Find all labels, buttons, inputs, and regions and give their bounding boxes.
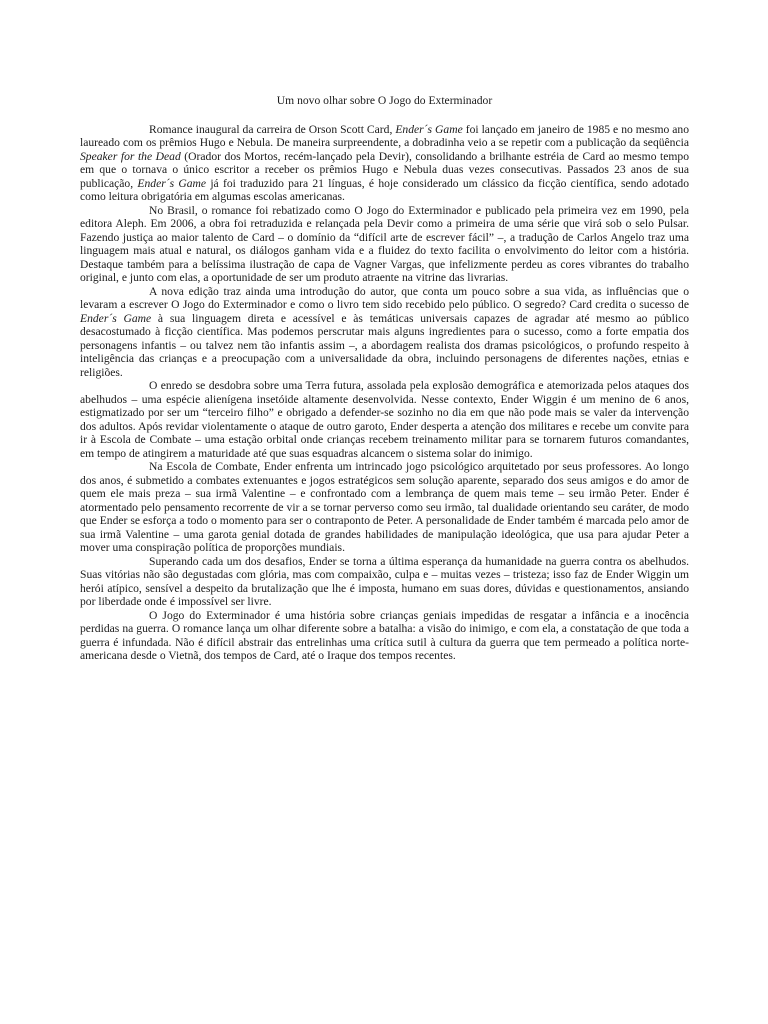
paragraph-text: à sua linguagem direta e acessível e às temáticas universais capazes de agradar até mesmo ao público desacostumado à ficção científica. Mas podemos perscrutar mais alguns ingredientes para o sucesso, como a forte empatia dos personagens infantis – ou talvez nem tão infantis assim –, a abordagem realista dos dramas psicológicos, o profundo respeito à inteligência das crianças e a preocupação com a universalidade da obra, incluindo personagens de diferentes nações, etnias e religiões. <box>80 311 689 379</box>
document-title: Um novo olhar sobre O Jogo do Exterminador <box>276 94 493 107</box>
italic-title-text: Ender´s Game <box>80 311 152 325</box>
document-body <box>80 123 689 663</box>
paragraph-text: O Jogo do Exterminador é uma história sobre crianças geniais impedidas de resgatar a infância e a inocência perdidas na guerra. O romance lança um olhar diferente sobre a batalha: a visão do inimigo, e com ela, a constatação de que toda a guerra é infundada. Não é difícil abstrair das entrelinhas uma crítica sutil à cultura da guerra que tem permeado a política norte-americana desde o Vietnã, dos tempos de Card, até o Iraque dos tempos recentes. <box>80 608 689 662</box>
body-paragraph <box>80 555 689 609</box>
italic-title-text: Speaker for the Dead <box>80 149 181 163</box>
body-paragraph <box>80 204 689 285</box>
italic-title-text: Ender´s Game <box>395 122 463 136</box>
document-page <box>80 94 689 663</box>
paragraph-text: foi lançado em janeiro de 1985 e no mesmo ano laureado com os prêmios Hugo e Nebula. De maneira surpreendente, a dobradinha veio a se repetir com a publicação da seqüência <box>80 122 689 149</box>
paragraph-text: já foi traduzido para 21 línguas, é hoje considerado um clássico da ficção científica, sendo adotado como leitura obrigatória em algumas escolas americanas. <box>80 176 689 203</box>
body-paragraph <box>80 460 689 555</box>
paragraph-text: No Brasil, o romance foi rebatizado como O Jogo do Exterminador e publicado pela primeira vez em 1990, pela editora Aleph. Em 2006, a obra foi retraduzida e relançada pela Devir como a primeira de uma série que virá sob o selo Pulsar. Fazendo justiça ao maior talento de Card – o domínio da “difícil arte de escrever fácil” –, a tradução de Carlos Angelo traz uma linguagem mais atual e natural, os diálogos ganham vida e a fluidez do texto facilita o envolvimento do leitor com a história. Destaque também para a belíssima ilustração de capa de Vagner Vargas, que infelizmente perdeu as cores vibrantes do trabalho original, e junto com elas, a oportunidade de ser um produto atraente na vitrine das livrarias. <box>80 203 689 284</box>
paragraph-text: Romance inaugural da carreira de Orson Scott Card, <box>149 122 396 136</box>
paragraph-text: Superando cada um dos desafios, Ender se torna a última esperança da humanidade na guerra contra os abelhudos. Suas vitórias não são degustadas com glória, mas com compaixão, culpa e – muitas vezes – tristeza; isso faz de Ender Wiggin um herói atípico, sensível a despeito da brutalização que lhe é imposta, humano em suas dores, dúvidas e questionamentos, ansiando por liberdade onde é impossível ser livre. <box>80 554 689 608</box>
paragraph-text: Na Escola de Combate, Ender enfrenta um intrincado jogo psicológico arquitetado por seus professores. Ao longo dos anos, é submetido a combates extenuantes e jogos estratégicos sem solução aparente, separado dos seus amigos e do amor de quem ele mais preza – sua irmã Valentine – e confrontado com a lembrança de quem mais teme – seu irmão Peter. Ender é atormentado pelo pensamento recorrente de vir a se tornar perverso como seu irmão, tal dualidade orientando seu caráter, de modo que Ender se esforça a todo o momento para ser o contraponto de Peter. A personalidade de Ender também é marcada pelo amor de sua irmã Valentine – uma garota genial dotada de grandes habilidades de manipulação ideológica, que usa para ajudar Peter a mover uma conspiração política de proporções mundiais. <box>80 460 689 554</box>
italic-title-text: Ender´s Game <box>137 176 207 190</box>
body-paragraph <box>80 609 689 663</box>
body-paragraph <box>80 123 689 204</box>
paragraph-text: (Orador dos Mortos, recém-lançado pela Devir), consolidando a brilhante estréia de Card ao mesmo tempo em que o tornava o único escritor a receber os prêmios Hugo e Nebula duas vezes consecutivas. Passados 23 anos de sua publicação, <box>80 149 690 190</box>
paragraph-text: O enredo se desdobra sobre uma Terra futura, assolada pela explosão demográfica e atemorizada pelos ataques dos abelhudos – uma espécie alienígena insetóide altamente desenvolvida. Nesse contexto, Ender Wiggin é um menino de 6 anos, estigmatizado por ser um “terceiro filho” e obrigado a defender-se sozinho no dia em que não pode mais se valer da intervenção dos adultos. Após revidar violentamente o ataque de outro garoto, Ender desperta a atenção dos militares e recebe um convite para ir à Escola de Combate – uma estação orbital onde crianças recebem treinamento militar para se tornarem futuros comandantes, em tempo de atingirem a maturidade até que suas esquadras alcancem o sistema solar do inimigo. <box>80 379 689 460</box>
paragraph-text: A nova edição traz ainda uma introdução do autor, que conta um pouco sobre a sua vida, as influências que o levaram a escrever O Jogo do Exterminador e como o livro tem sido recebido pelo público. O segredo? Card credita o sucesso de <box>80 284 689 311</box>
body-paragraph <box>80 379 689 460</box>
body-paragraph <box>80 285 689 380</box>
